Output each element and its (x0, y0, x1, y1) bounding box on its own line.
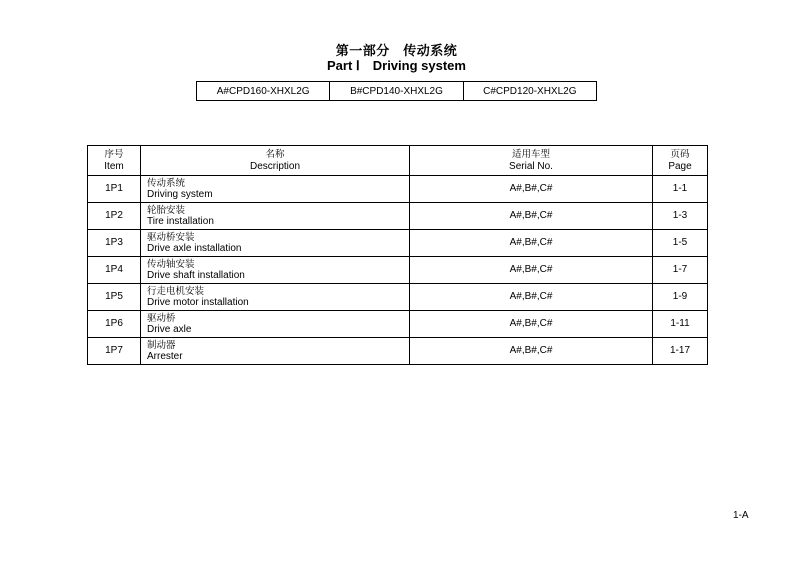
row-description-en: Drive axle installation (147, 243, 242, 254)
row-item: 1P6 (88, 311, 141, 338)
row-serial: A#,B#,C# (410, 176, 653, 203)
row-item: 1P5 (88, 284, 141, 311)
header-serial-cn: 适用车型 (511, 149, 550, 160)
table-row (88, 338, 708, 365)
row-description-en: Drive motor installation (147, 297, 249, 308)
row-description-cn: 轮胎安装 (147, 204, 186, 216)
table-row (88, 203, 708, 230)
header-serial (410, 146, 653, 176)
model-b: B#CPD140-XHXL2G (330, 82, 463, 100)
row-description-cn: 驱动桥 (147, 312, 176, 324)
contents-table (87, 145, 708, 365)
row-item: 1P3 (88, 230, 141, 257)
row-serial: A#,B#,C# (410, 203, 653, 230)
header-item-en: Item (104, 160, 124, 172)
row-page: 1-11 (653, 311, 708, 338)
row-serial: A#,B#,C# (410, 230, 653, 257)
row-page: 1-7 (653, 257, 708, 284)
table-row (88, 230, 708, 257)
header-item-cn: 序号 (104, 149, 124, 160)
table-row (88, 176, 708, 203)
header-description-en: Description (249, 160, 301, 172)
row-description (141, 284, 410, 311)
row-page: 1-5 (653, 230, 708, 257)
model-list (196, 81, 597, 101)
row-serial: A#,B#,C# (410, 257, 653, 284)
row-description (141, 257, 410, 284)
row-description-en: Arrester (147, 351, 183, 362)
row-item: 1P7 (88, 338, 141, 365)
row-item: 1P2 (88, 203, 141, 230)
header-description (141, 146, 410, 176)
row-description-en: Tire installation (147, 216, 214, 227)
table-row (88, 311, 708, 338)
row-page: 1-3 (653, 203, 708, 230)
title-english: Part Ⅰ Driving system (327, 58, 466, 73)
table-row (88, 257, 708, 284)
header-serial-en: Serial No. (509, 160, 553, 172)
row-description-cn: 传动轴安装 (147, 258, 195, 270)
page-number: 1-A (733, 510, 749, 521)
row-description-en: Drive axle (147, 324, 192, 335)
row-description (141, 311, 410, 338)
header-page (653, 146, 708, 176)
table-header-row (88, 146, 708, 176)
row-description-cn: 传动系统 (147, 177, 186, 189)
row-item: 1P1 (88, 176, 141, 203)
row-serial: A#,B#,C# (410, 311, 653, 338)
header-page-cn: 页码 (670, 149, 690, 160)
row-description-en: Driving system (147, 189, 213, 200)
title-chinese: 第一部分 传动系统 (335, 44, 458, 59)
row-page: 1-9 (653, 284, 708, 311)
header-description-cn: 名称 (265, 149, 285, 160)
model-a: A#CPD160-XHXL2G (197, 82, 330, 100)
row-description-cn: 驱动桥安装 (147, 231, 195, 243)
row-page: 1-17 (653, 338, 708, 365)
header-page-en: Page (668, 160, 692, 172)
row-description-cn: 制动器 (147, 339, 176, 351)
header-item (88, 146, 141, 176)
model-c: C#CPD120-XHXL2G (483, 85, 577, 97)
row-description (141, 176, 410, 203)
row-description-en: Drive shaft installation (147, 270, 245, 281)
row-page: 1-1 (653, 176, 708, 203)
row-description-cn: 行走电机安装 (147, 285, 205, 297)
row-serial: A#,B#,C# (410, 338, 653, 365)
row-description (141, 203, 410, 230)
row-serial: A#,B#,C# (410, 284, 653, 311)
table-row (88, 284, 708, 311)
row-item: 1P4 (88, 257, 141, 284)
row-description (141, 338, 410, 365)
row-description (141, 230, 410, 257)
